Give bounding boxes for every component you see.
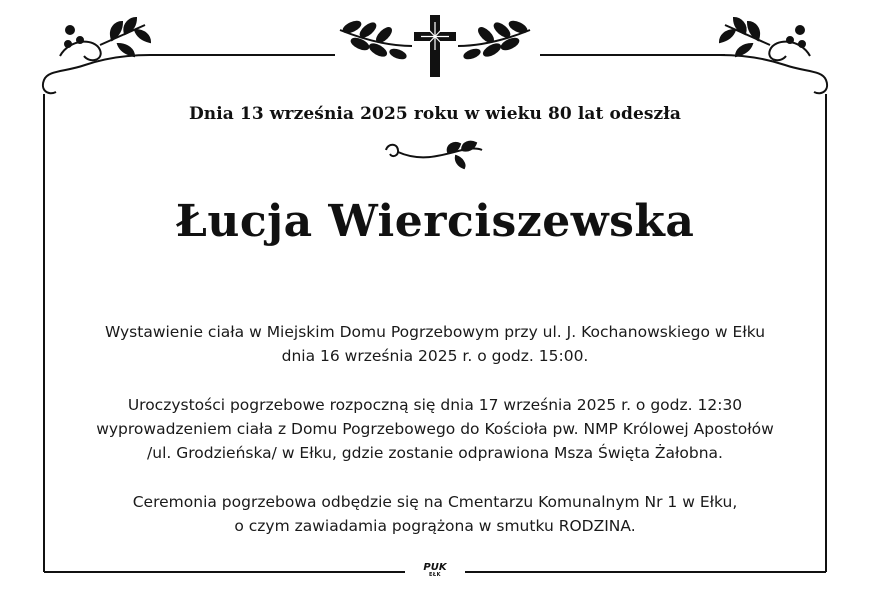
viewing-line-1: Wystawienie ciała w Miejskim Domu Pogrzebowym przy ul. J. Kochanowskiego w Ełku [104, 323, 766, 341]
viewing-line-2: dnia 16 września 2025 r. o godz. 15:00. [281, 347, 589, 365]
ceremony-line-2: wyprowadzeniem ciała z Domu Pogrzebowego do Kościoła pw. NMP Królowej Apostołów [96, 420, 774, 438]
ceremony-line-1: Uroczystości pogrzebowe rozpoczną się dnia 17 września 2025 r. o godz. 12:30 [127, 396, 743, 414]
footer-logo [410, 563, 460, 578]
ceremony-paragraph [40, 393, 830, 465]
intro-line: Dnia 13 września 2025 roku w wieku 80 lat odeszła [188, 104, 682, 124]
floral-corner-icon [43, 18, 150, 93]
leafy-swirl-divider-icon [386, 142, 482, 168]
deceased-name: Łucja Wierciszewska [175, 196, 695, 247]
burial-line-1: Ceremonia pogrzebowa odbędzie się na Cmentarzu Komunalnym Nr 1 w Ełku, [132, 493, 738, 511]
footer-logo-main: PUK [423, 562, 447, 573]
cross-with-laurel-icon [340, 15, 530, 77]
burial-line-2: o czym zawiadamia pogrążona w smutku RODZINA. [234, 517, 636, 535]
floral-corner-icon [720, 18, 827, 93]
ceremony-line-3: /ul. Grodzieńska/ w Ełku, gdzie zostanie odprawiona Msza Święta Żałobna. [147, 444, 723, 462]
footer-logo-sub: EŁK [428, 572, 441, 578]
notice-body [40, 320, 830, 563]
burial-paragraph [40, 490, 830, 538]
viewing-paragraph [40, 320, 830, 368]
